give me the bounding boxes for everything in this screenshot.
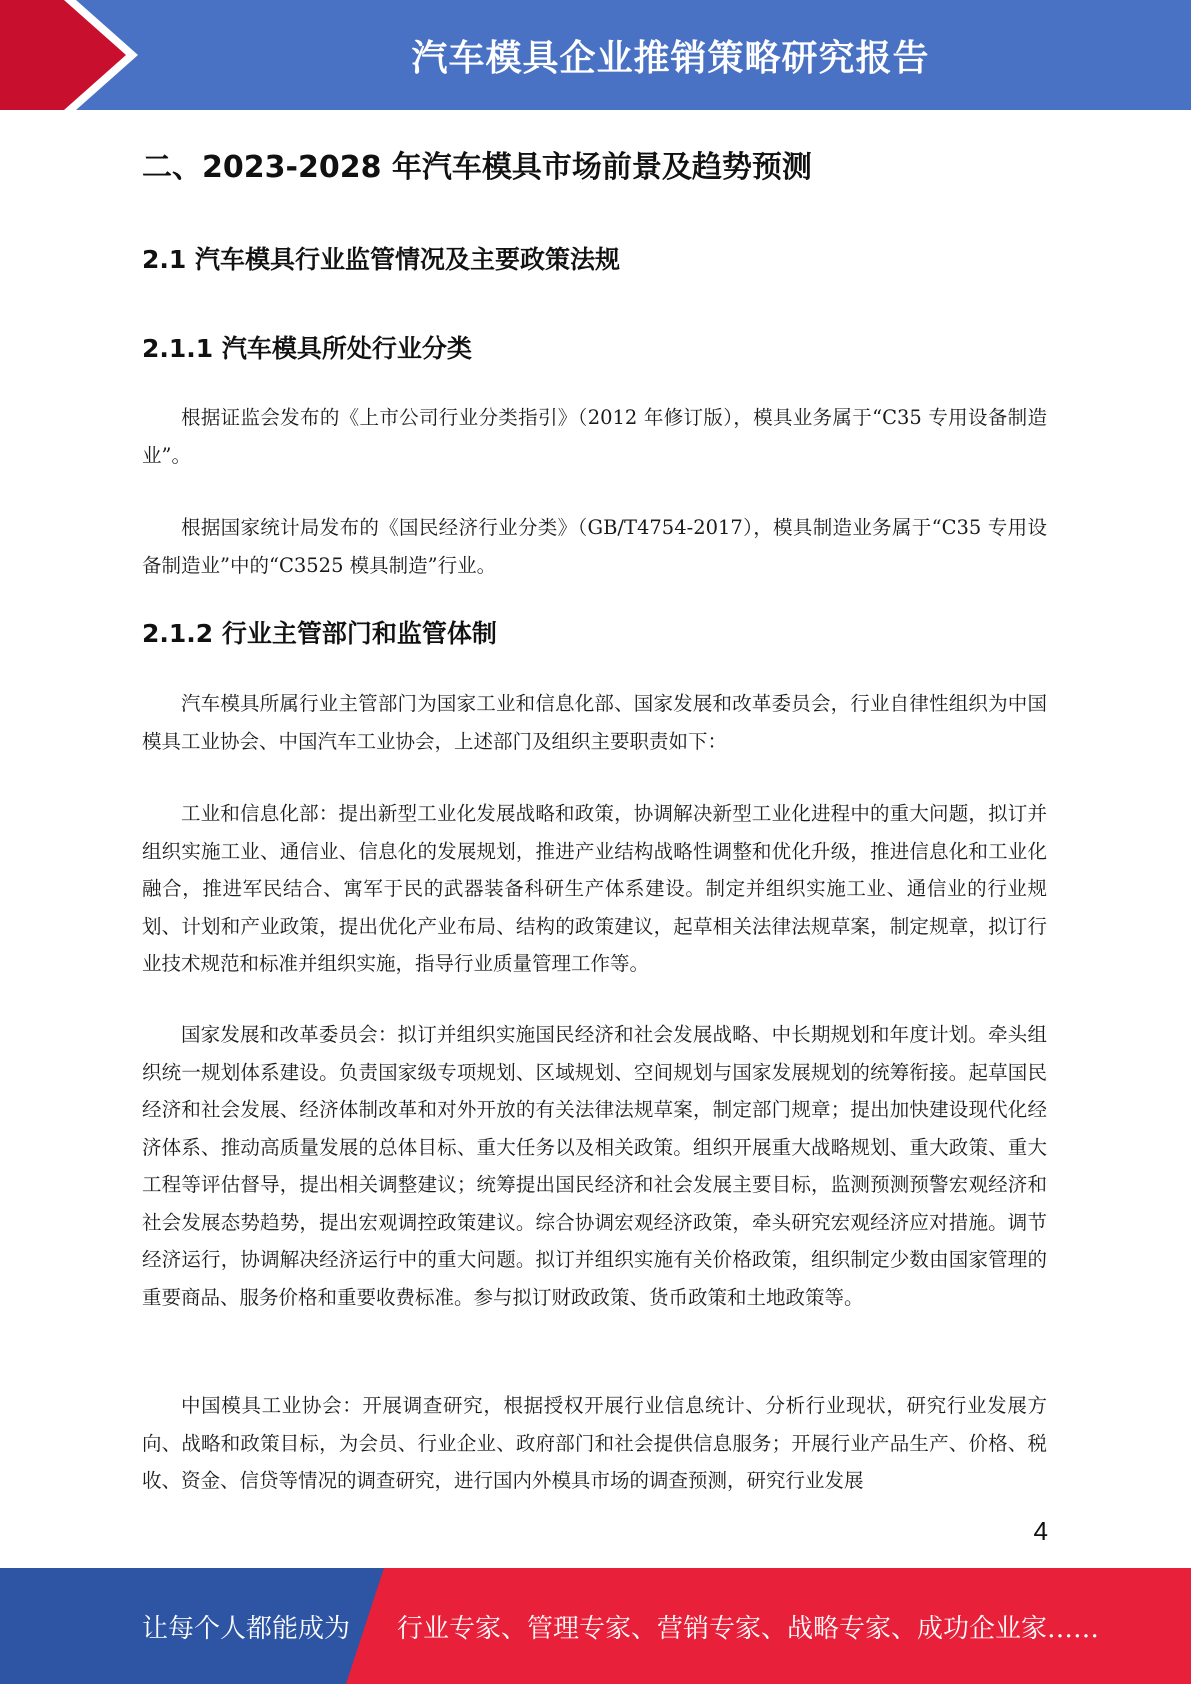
header-banner (0, 0, 1191, 110)
section-heading: 二、2023-2028 年汽车模具市场前景及趋势预测 (142, 150, 812, 185)
subsection-heading-2-1: 2.1 汽车模具行业监管情况及主要政策法规 (142, 245, 620, 274)
footer-slogan-right: 行业专家、管理专家、营销专家、战略专家、成功企业家…… (397, 1613, 1100, 1644)
footer-banner (0, 1568, 1191, 1684)
paragraph-csrc-classification: 根据证监会发布的《上市公司行业分类指引》（2012 年修订版），模具业务属于“C35 专用设备制造业”。 (142, 406, 1047, 467)
subsection-heading-2-1-2: 2.1.2 行业主管部门和监管体制 (142, 619, 497, 648)
paragraph-nbs-classification: 根据国家统计局发布的《国民经济行业分类》（GB/T4754-2017），模具制造业务属于“C35 专用设备制造业”中的“C3525 模具制造”行业。 (142, 516, 1047, 577)
paragraph-authorities-intro: 汽车模具所属行业主管部门为国家工业和信息化部、国家发展和改革委员会，行业自律性组织为中国模具工业协会、中国汽车工业协会，上述部门及组织主要职责如下： (142, 692, 1047, 753)
header-chevron-icon (64, 0, 154, 110)
report-title: 汽车模具企业推销策略研究报告 (411, 37, 930, 79)
paragraph-miit: 工业和信息化部：提出新型工业化发展战略和政策，协调解决新型工业化进程中的重大问题，拟订并组织实施工业、通信业、信息化的发展规划，推进产业结构战略性调整和优化升级，推进信息化和工业化融合，推进军民结合、寓军于民的武器装备科研生产体系建设。制定并组织实施工业、通信业的行业规划、计划和产业政策，提出优化产业布局、结构的政策建议，起草相关法律法规草案，制定规章，拟订行业技术规范和标准并组织实施，指导行业质量管理工作等。 (142, 802, 1047, 975)
page-number: 4 (1033, 1516, 1048, 1546)
footer-slogan-left: 让每个人都能成为 (142, 1613, 351, 1644)
paragraph-ndrc: 国家发展和改革委员会：拟订并组织实施国民经济和社会发展战略、中长期规划和年度计划。牵头组织统一规划体系建设。负责国家级专项规划、区域规划、空间规划与国家发展规划的统筹衔接。起草国民经济和社会发展、经济体制改革和对外开放的有关法律法规草案，制定部门规章；提出加快建设现代化经济体系、推动高质量发展的总体目标、重大任务以及相关政策。组织开展重大战略规划、重大政策、重大工程等评估督导，提出相关调整建议；统筹提出国民经济和社会发展主要目标，监测预测预警宏观经济和社会发展态势趋势，提出宏观调控政策建议。综合协调宏观经济政策，牵头研究宏观经济应对措施。调节经济运行，协调解决经济运行中的重大问题。拟订并组织实施有关价格政策，组织制定少数由国家管理的重要商品、服务价格和重要收费标准。参与拟订财政政策、货币政策和土地政策等。 (142, 1023, 1047, 1309)
subsection-heading-2-1-1: 2.1.1 汽车模具所处行业分类 (142, 334, 472, 363)
paragraph-cdmia: 中国模具工业协会：开展调查研究，根据授权开展行业信息统计、分析行业现状，研究行业发展方向、战略和政策目标，为会员、行业企业、政府部门和社会提供信息服务；开展行业产品生产、价格、税收、资金、信贷等情况的调查研究，进行国内外模具市场的调查预测，研究行业发展 (142, 1394, 1047, 1492)
header-red-block (0, 0, 70, 110)
